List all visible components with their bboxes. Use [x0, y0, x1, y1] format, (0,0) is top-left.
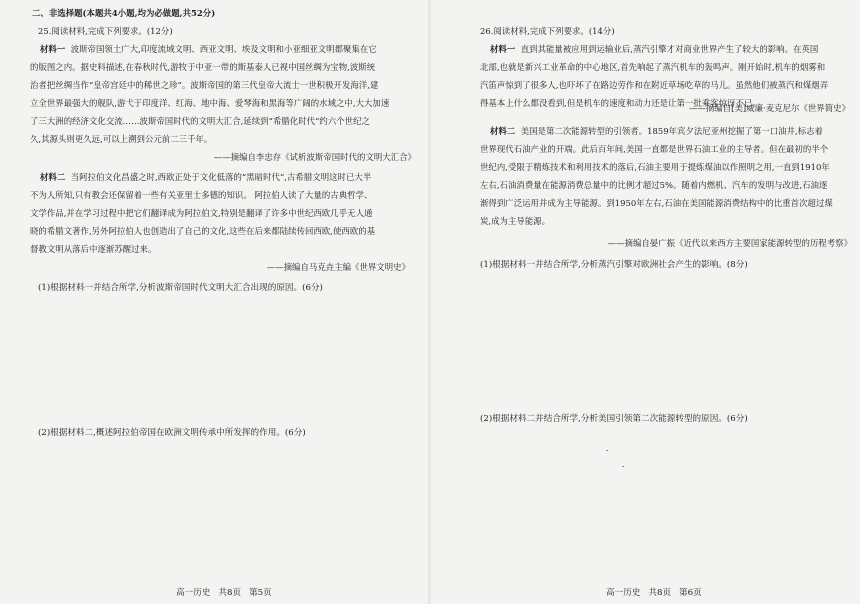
- footer-total: 共8页: [648, 588, 672, 598]
- q25-material2-line: 晓的希腊文著作,另外阿拉伯人也创造出了自己的文化,这些在后来都陆续传回西欧,使西欧的基: [30, 226, 376, 236]
- q26-material1-label: 材料一: [490, 44, 516, 54]
- q26-material2-body: [480, 140, 854, 230]
- q26-material2: [490, 122, 854, 140]
- q25-material1-line: 波斯帝国领土广大,印度流域文明、西亚文明、埃及文明和小亚细亚文明都聚集在它: [70, 44, 377, 54]
- q25-material1-source: ——摘编自李忠存《试析波斯帝国时代的文明大汇合》: [213, 152, 416, 162]
- q25-intro: 25.阅读材料,完成下列要求。(12分): [38, 26, 173, 36]
- q25-material1-line: 了三大洲的经济文化交流……波斯帝国时代的文明大汇合,延续到“希腊化时代”约六个世纪之: [30, 116, 370, 126]
- left-footer: [176, 586, 280, 598]
- q26-question1: (1)根据材料一并结合所学,分析蒸汽引擎对欧洲社会产生的影响。(8分): [480, 260, 748, 270]
- section-heading-block: [32, 4, 215, 22]
- q26-material2-line: 世纪内,受限于精炼技术和利用技术的落后,石油主要用于提炼煤油以作照明之用,一直到1910年: [480, 162, 830, 172]
- q25-material2-line: 当阿拉伯文化昌盛之时,西欧正处于文化低落的“黑暗时代”,古希腊文明这时已大半: [70, 172, 372, 182]
- q26-intro-block: [480, 22, 615, 40]
- q25-material1-line: 久,其源头则更久远,可以上溯到公元前二三千年。: [30, 134, 213, 144]
- q26-material1-line: 北部,也就是新兴工业革命的中心地区,首先响起了蒸汽机车的轰鸣声。刚开始时,机车的烟雾和: [480, 62, 826, 72]
- q26-material2-line: 左右,石油消费量在能源消费总量中的比例才超过5%。随着内燃机、汽车的发明与改进,石油逐: [480, 180, 828, 190]
- footer-page: 第5页: [249, 588, 272, 598]
- q25-material1-line: 立全世界最强大的舰队,游弋于印度洋、红海、地中海、爱琴海和黑海等广阔的水域之中,大大加速: [30, 98, 390, 108]
- right-footer: [606, 586, 710, 598]
- q26-question2: (2)根据材料二并结合所学,分析美国引领第二次能源转型的原因。(6分): [480, 414, 748, 424]
- q26-material1-source: ——摘编自[美]威廉·麦克尼尔《世界简史》: [689, 103, 850, 113]
- q26-material2-source-block: [480, 234, 852, 252]
- q25-material2-label: 材料二: [40, 172, 66, 182]
- q25-question2: (2)根据材料二,概述阿拉伯帝国在欧洲文明传承中所发挥的作用。(6分): [38, 428, 306, 438]
- q26-intro: 26.阅读材料,完成下列要求。(14分): [480, 26, 615, 36]
- q25-material1: [40, 40, 420, 58]
- q26-material2-line: 世界现代石油产业的开端。此后百年间,美国一直都是世界石油工业的主导者。但在最初的半个: [480, 144, 829, 154]
- q26-material2-line: 炭,成为主导能源。: [480, 216, 551, 226]
- q25-material1-line: 治者把丝绸当作“皇帝宫廷中的稀世之珍”。波斯帝国的第三代皇帝大流士一世积极开发海洋,建: [30, 80, 379, 90]
- footer-page: 第6页: [679, 588, 702, 598]
- footer-total: 共8页: [218, 588, 242, 598]
- q25-material2: [40, 168, 420, 186]
- q25-material1-source-block: [30, 148, 416, 166]
- q25-material2-line: 不为人所知,只有教会还保留着一些有关亚里士多德的知识。 阿拉伯人读了大量的古典哲学、: [30, 190, 373, 200]
- q25-material2-body: [30, 186, 420, 258]
- scan-speck: [606, 450, 608, 451]
- q25-material2-line: 文学作品,并在学习过程中把它们翻译成为阿拉伯文,特别是翻译了许多中世纪西欧几乎无人通: [30, 208, 373, 218]
- q25-material1-body: [30, 58, 420, 148]
- section-heading: 二、非选择题(本题共4小题,均为必做题,共52分): [32, 8, 216, 18]
- right-page: [430, 0, 860, 604]
- q25-material2-source: ——摘编自马克垚主编《世界文明史》: [266, 262, 410, 272]
- q25-intro-block: [38, 22, 173, 40]
- q26-material1: [490, 40, 854, 58]
- scan-speck: [622, 466, 624, 467]
- q26-material1-source-block: [480, 99, 850, 117]
- q26-material2-source: ——摘编自晏广振《近代以来西方主要国家能源转型的历程考察》: [607, 238, 852, 248]
- q25-material1-line: 的版图之内。据史料描述,在春秋时代,游牧于中亚一带的斯基泰人已视中国丝绸为宝物,波斯统: [30, 62, 376, 72]
- q25-material2-line: 督教文明从落后中逐渐苏醒过来。: [30, 244, 157, 254]
- q25-question1: (1)根据材料一并结合所学,分析波斯帝国时代文明大汇合出现的原因。(6分): [38, 283, 323, 293]
- q26-material2-line: 美国是第二次能源转型的引领者。1859年宾夕法尼亚州挖掘了第一口油井,标志着: [520, 126, 823, 136]
- q26-material1-line: 得基本上什么都没看到,但是机车的速度和动力还是让第一批乘客惊讶不已。: [480, 98, 761, 108]
- footer-subject: 高一历史: [606, 588, 641, 598]
- q26-material2-label: 材料二: [490, 126, 516, 136]
- q25-material1-label: 材料一: [40, 44, 66, 54]
- q26-material1-line: 汽笛声惊到了很多人,也吓坏了在路边劳作和在附近草场吃草的马儿。虽然他们被蒸汽和煤烟弄: [480, 80, 829, 90]
- q25-material2-source-block: [30, 258, 410, 276]
- q26-material2-line: 渐得到广泛运用并成为主导能源。到1950年左右,石油在美国能源消费结构中的比重首次超过煤: [480, 198, 833, 208]
- footer-subject: 高一历史: [176, 588, 211, 598]
- q26-material1-line: 直到其能量被应用到运输业后,蒸汽引擎才对商业世界产生了较大的影响。在英国: [520, 44, 819, 54]
